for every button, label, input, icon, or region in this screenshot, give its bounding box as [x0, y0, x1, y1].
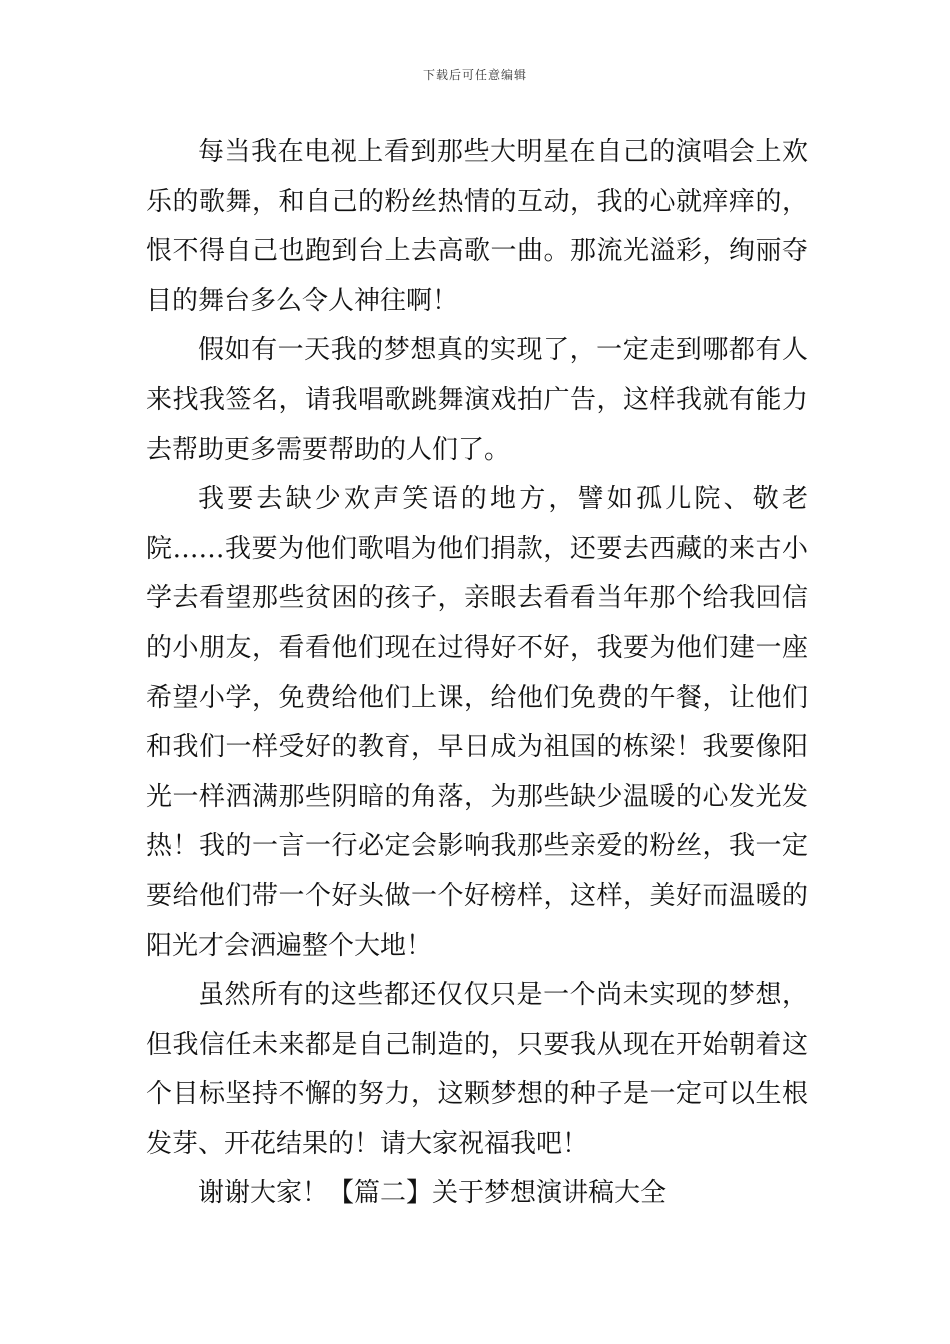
paragraph-1: 每当我在电视上看到那些大明星在自己的演唱会上欢乐的歌舞，和自己的粉丝热情的互动，我的心就痒痒的，恨不得自己也跑到台上去高歌一曲。那流光溢彩，绚丽夺目的舞台多么令人神往啊！ — [146, 137, 808, 316]
paragraph-5: 谢谢大家！【篇二】关于梦想演讲稿大全 — [198, 1178, 667, 1209]
document-body — [146, 128, 808, 1219]
header-note: 下载后可任意编辑 — [422, 68, 527, 82]
paragraph-2: 假如有一天我的梦想真的实现了，一定走到哪都有人来找我签名，请我唱歌跳舞演戏拍广告，这样我就有能力去帮助更多需要帮助的人们了。 — [146, 335, 808, 465]
paragraph-3: 我要去缺少欢声笑语的地方，譬如孤儿院、敬老院……我要为他们歌唱为他们捐款，还要去西藏的来古小学去看望那些贫困的孩子，亲眼去看看当年那个给我回信的小朋友，看看他们现在过得好不好，我要为他们建一座希望小学，免费给他们上课，给他们免费的午餐，让他们和我们一样受好的教育，早日成为祖国的栋梁！我要像阳光一样洒满那些阴暗的角落，为那些缺少温暖的心发光发热！我的一言一行必定会影响我那些亲爱的粉丝，我一定要给他们带一个好头做一个好榜样，这样，美好而温暖的阳光才会洒遍整个大地！ — [146, 484, 808, 961]
paragraph-4: 虽然所有的这些都还仅仅只是一个尚未实现的梦想，但我信任未来都是自己制造的，只要我从现在开始朝着这个目标坚持不懈的努力，这颗梦想的种子是一定可以生根发芽、开花结果的！请大家祝福我吧！ — [146, 980, 808, 1159]
